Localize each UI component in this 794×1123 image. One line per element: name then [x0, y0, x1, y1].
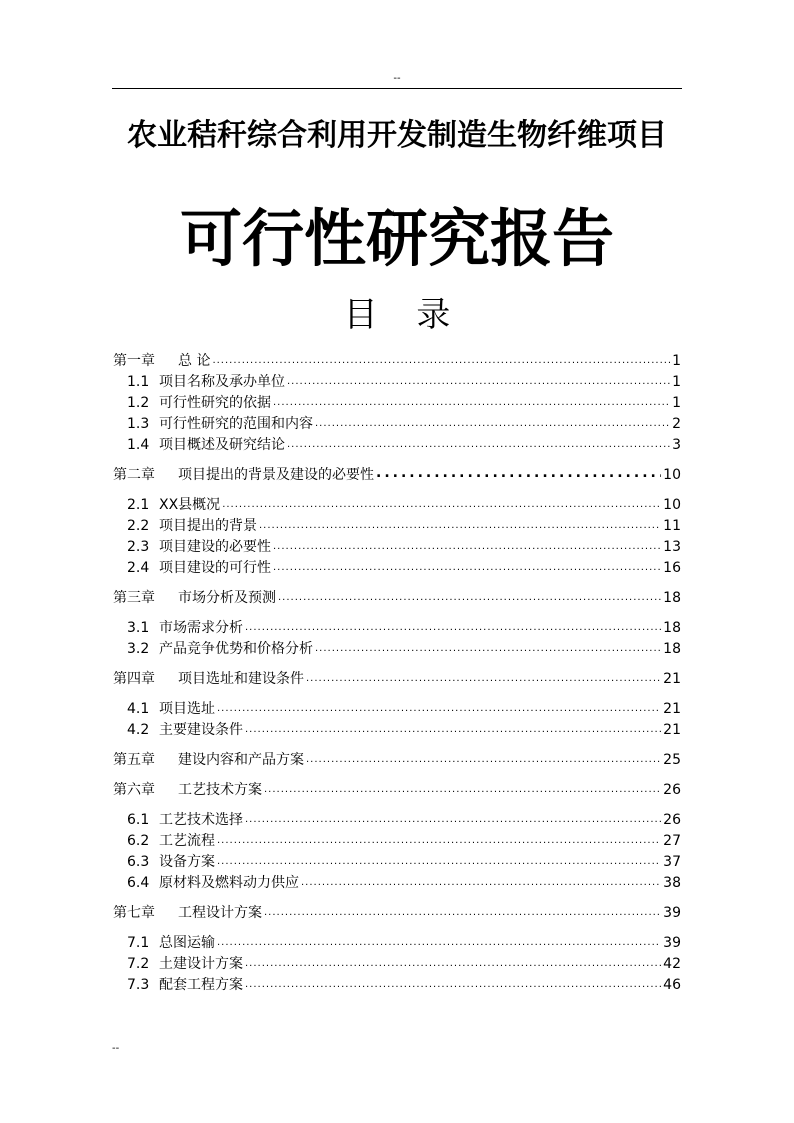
toc-section-1-2[interactable] — [113, 393, 681, 414]
toc-section-label: 产品竞争优势和价格分析 — [159, 641, 313, 657]
toc-section-number: 3.1 — [127, 620, 150, 636]
toc-leader-dots — [376, 466, 661, 484]
toc-leader-dots — [217, 834, 661, 848]
toc-section-1-1[interactable] — [113, 372, 681, 393]
toc-chapter-label: 总 论 — [178, 353, 211, 369]
toc-section-label: XX县概况 — [159, 497, 221, 513]
toc-page-number: 11 — [663, 518, 681, 534]
header-rule — [112, 88, 682, 89]
toc-section-2-3[interactable] — [113, 537, 681, 558]
toc-page-number: 46 — [663, 977, 681, 993]
toc-chapter-3[interactable] — [113, 588, 681, 609]
toc-section-2-1[interactable] — [113, 495, 681, 516]
toc-chapter-number: 第七章 — [113, 905, 155, 921]
toc-page-number: 39 — [663, 905, 681, 921]
table-of-contents — [113, 351, 681, 996]
toc-section-1-3[interactable] — [113, 414, 681, 435]
toc-section-label: 可行性研究的依据 — [159, 395, 271, 411]
toc-section-label: 配套工程方案 — [159, 977, 243, 993]
toc-section-label: 项目概述及研究结论 — [159, 437, 285, 453]
toc-page-number: 18 — [663, 620, 681, 636]
toc-section-number: 1.4 — [127, 437, 150, 453]
toc-chapter-1[interactable] — [113, 351, 681, 372]
toc-leader-dots — [212, 354, 670, 368]
toc-section-number: 7.2 — [127, 956, 150, 972]
toc-section-2-2[interactable] — [113, 516, 681, 537]
toc-leader-dots — [306, 672, 661, 686]
toc-chapter-label: 项目选址和建设条件 — [178, 671, 304, 687]
toc-section-label: 市场需求分析 — [159, 620, 243, 636]
toc-page-number: 18 — [663, 641, 681, 657]
toc-section-4-2[interactable] — [113, 720, 681, 741]
toc-leader-dots — [217, 855, 661, 869]
toc-section-6-3[interactable] — [113, 852, 681, 873]
toc-section-6-2[interactable] — [113, 831, 681, 852]
project-title: 农业秸秆综合利用开发制造生物纤维项目 — [127, 118, 667, 153]
toc-section-2-4[interactable] — [113, 558, 681, 579]
toc-section-number: 2.4 — [127, 560, 150, 576]
toc-section-label: 工艺技术选择 — [159, 812, 243, 828]
toc-section-number: 4.2 — [127, 722, 150, 738]
toc-chapter-2[interactable] — [113, 465, 681, 486]
toc-section-label: 设备方案 — [159, 854, 215, 870]
toc-section-label: 原材料及燃料动力供应 — [159, 875, 299, 891]
toc-page-number: 21 — [663, 671, 681, 687]
toc-page-number: 1 — [672, 374, 681, 390]
toc-section-3-2[interactable] — [113, 639, 681, 660]
toc-section-6-4[interactable] — [113, 873, 681, 894]
toc-section-7-1[interactable] — [113, 933, 681, 954]
toc-section-label: 项目建设的可行性 — [159, 560, 271, 576]
toc-section-number: 1.3 — [127, 416, 150, 432]
toc-chapter-number: 第四章 — [113, 671, 155, 687]
toc-section-label: 土建设计方案 — [159, 956, 243, 972]
toc-section-7-2[interactable] — [113, 954, 681, 975]
toc-leader-dots — [306, 753, 661, 767]
toc-page-number: 38 — [663, 875, 681, 891]
toc-chapter-label: 工艺技术方案 — [178, 782, 262, 798]
toc-section-7-3[interactable] — [113, 975, 681, 996]
toc-chapter-7[interactable] — [113, 903, 681, 924]
toc-leader-dots — [217, 936, 661, 950]
toc-section-label: 项目建设的必要性 — [159, 539, 271, 555]
toc-section-label: 项目提出的背景 — [159, 518, 257, 534]
toc-chapter-number: 第六章 — [113, 782, 155, 798]
toc-page-number: 2 — [672, 416, 681, 432]
toc-chapter-label: 市场分析及预测 — [178, 590, 276, 606]
toc-page-number: 39 — [663, 935, 681, 951]
toc-section-label: 总图运输 — [159, 935, 215, 951]
toc-section-1-4[interactable] — [113, 435, 681, 456]
toc-chapter-number: 第二章 — [113, 467, 155, 483]
toc-section-number: 7.1 — [127, 935, 150, 951]
toc-section-4-1[interactable] — [113, 699, 681, 720]
toc-section-label: 项目名称及承办单位 — [159, 374, 285, 390]
toc-section-number: 1.1 — [127, 374, 150, 390]
toc-section-number: 2.2 — [127, 518, 150, 534]
toc-section-6-1[interactable] — [113, 810, 681, 831]
toc-section-label: 主要建设条件 — [159, 722, 243, 738]
toc-leader-dots — [217, 702, 661, 716]
toc-chapter-number: 第五章 — [113, 752, 155, 768]
toc-leader-dots — [273, 540, 661, 554]
toc-page-number: 1 — [672, 353, 681, 369]
toc-page-number: 1 — [672, 395, 681, 411]
toc-section-label: 可行性研究的范围和内容 — [159, 416, 313, 432]
toc-page-number: 42 — [663, 956, 681, 972]
toc-section-label: 工艺流程 — [159, 833, 215, 849]
toc-leader-dots — [245, 978, 661, 992]
toc-section-number: 6.2 — [127, 833, 150, 849]
toc-page-number: 27 — [663, 833, 681, 849]
toc-page-number: 16 — [663, 560, 681, 576]
toc-section-number: 2.3 — [127, 539, 150, 555]
toc-page-number: 37 — [663, 854, 681, 870]
toc-leader-dots — [315, 417, 670, 431]
toc-chapter-number: 第三章 — [113, 590, 155, 606]
toc-leader-dots — [301, 876, 661, 890]
toc-leader-dots — [264, 906, 661, 920]
toc-chapter-label: 项目提出的背景及建设的必要性 — [178, 467, 374, 483]
toc-leader-dots — [315, 642, 661, 656]
toc-chapter-6[interactable] — [113, 780, 681, 801]
header-mark: -- — [393, 73, 401, 84]
toc-section-number: 4.1 — [127, 701, 150, 717]
toc-leader-dots — [245, 813, 661, 827]
toc-page-number: 21 — [663, 722, 681, 738]
toc-chapter-4[interactable] — [113, 669, 681, 690]
toc-leader-dots — [287, 438, 670, 452]
toc-page-number: 21 — [663, 701, 681, 717]
toc-title: 目 录 — [343, 295, 451, 335]
toc-page-number: 18 — [663, 590, 681, 606]
toc-section-label: 项目选址 — [159, 701, 215, 717]
toc-leader-dots — [273, 396, 670, 410]
toc-leader-dots — [259, 519, 661, 533]
toc-leader-dots — [245, 723, 661, 737]
toc-chapter-5[interactable] — [113, 750, 681, 771]
toc-page-number: 10 — [663, 497, 681, 513]
footer-mark: -- — [112, 1043, 120, 1054]
toc-section-number: 6.4 — [127, 875, 150, 891]
toc-leader-dots — [278, 591, 661, 605]
toc-leader-dots — [245, 621, 661, 635]
toc-page-number: 26 — [663, 812, 681, 828]
toc-section-number: 6.1 — [127, 812, 150, 828]
toc-section-number: 6.3 — [127, 854, 150, 870]
report-title: 可行性研究报告 — [179, 202, 614, 275]
toc-section-number: 1.2 — [127, 395, 150, 411]
toc-chapter-number: 第一章 — [113, 353, 155, 369]
toc-section-number: 7.3 — [127, 977, 150, 993]
toc-chapter-label: 建设内容和产品方案 — [178, 752, 304, 768]
toc-section-number: 3.2 — [127, 641, 150, 657]
toc-page-number: 10 — [663, 467, 681, 483]
toc-leader-dots — [264, 783, 661, 797]
toc-leader-dots — [222, 498, 661, 512]
toc-page-number: 25 — [663, 752, 681, 768]
toc-leader-dots — [287, 375, 670, 389]
toc-section-3-1[interactable] — [113, 618, 681, 639]
toc-section-number: 2.1 — [127, 497, 150, 513]
toc-leader-dots — [273, 561, 661, 575]
toc-leader-dots — [245, 957, 661, 971]
toc-page-number: 13 — [663, 539, 681, 555]
toc-chapter-label: 工程设计方案 — [178, 905, 262, 921]
toc-page-number: 3 — [672, 437, 681, 453]
toc-page-number: 26 — [663, 782, 681, 798]
